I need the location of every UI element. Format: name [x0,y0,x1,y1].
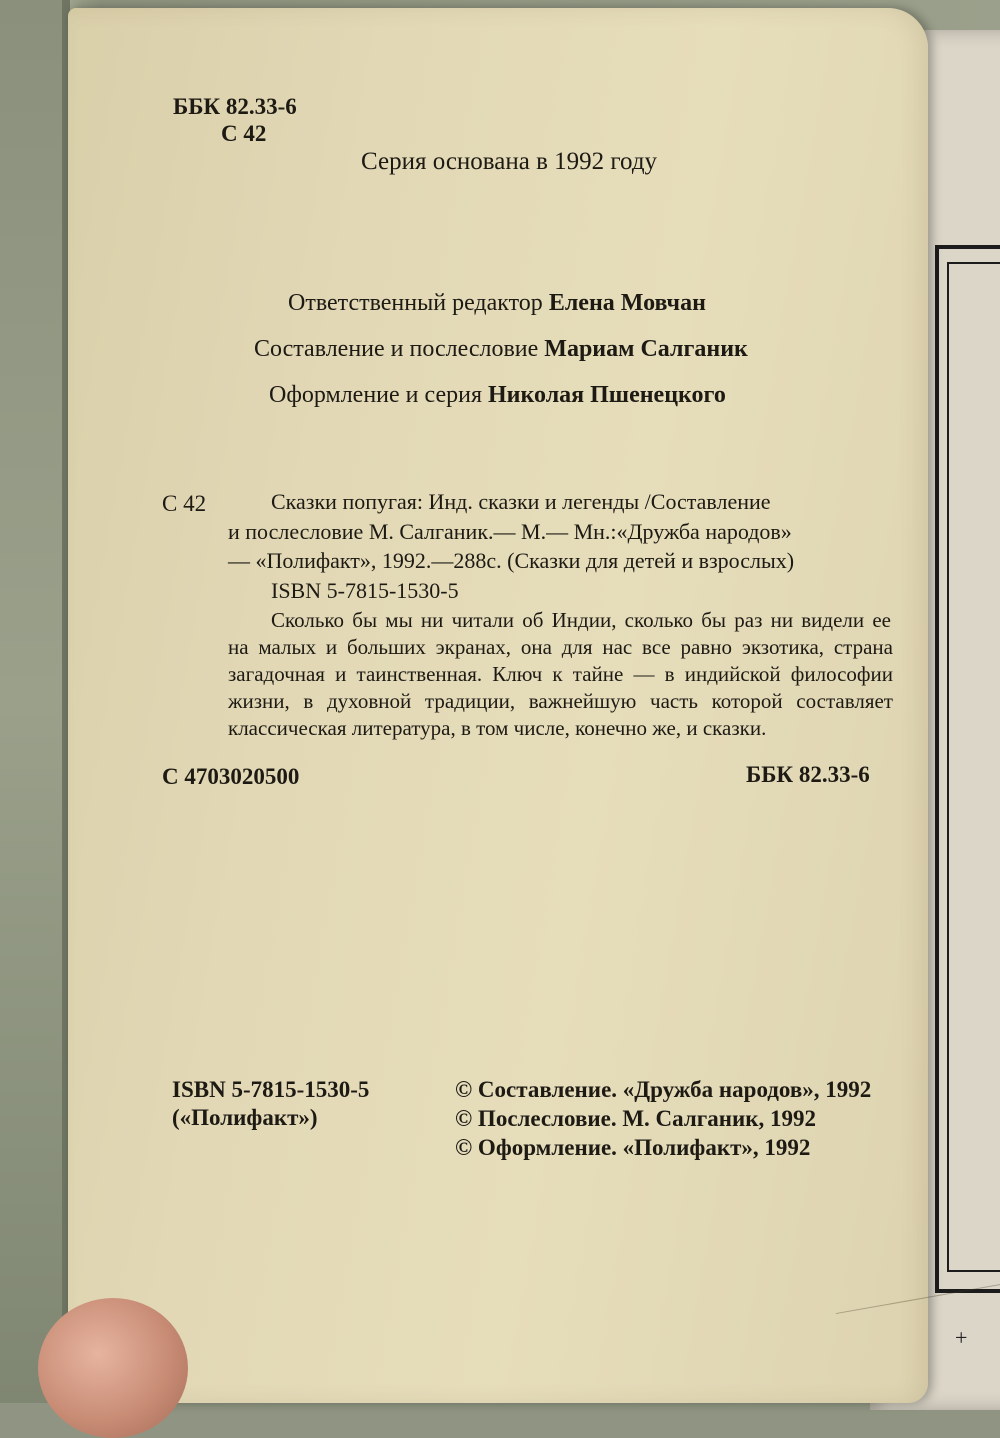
credit-name: Елена Мовчан [548,290,706,316]
annotation-line: жизни, в духовной традиции, важнейшую часть которой составляет [228,689,893,713]
footer-publisher: («Полифакт») [172,1105,318,1130]
copyright-line: © Послесловие. М. Салганик, 1992 [455,1106,816,1131]
credit-design [269,381,726,409]
annotation-line: классическая литература, в том числе, конечно же, и сказки. [228,716,767,740]
copyright-line: © Оформление. «Полифакт», 1992 [455,1135,811,1160]
footer-isbn: ISBN 5-7815-1530-5 [172,1077,370,1102]
annotation-line: Сколько бы мы ни читали об Индии, сколько бы раз ни видели ее [271,608,891,632]
index-code: С 4703020500 [162,764,300,789]
book-page [68,8,928,1403]
credit-compiler [254,335,748,363]
catalog-line: — «Полифакт», 1992.—288с. (Сказки для детей и взрослых) [228,548,795,573]
credit-editor [288,289,706,317]
catalog-code: С 42 [162,491,207,516]
facing-page-inner-frame [947,262,1000,1272]
credit-name: Николая Пшенецкого [488,382,726,408]
thumb [38,1298,188,1438]
catalog-line: Сказки попугая: Инд. сказки и легенды /Составление [271,489,771,514]
credit-role: Оформление и серия [269,382,482,408]
catalog-line: и послесловие М. Салганик.— М.— Мн.:«Дружба народов» [228,519,792,544]
annotation-line: загадочная и таинственная. Ключ к тайне — в индийской философии [228,662,893,686]
copyright-line: © Составление. «Дружба народов», 1992 [455,1077,872,1102]
annotation-line: на малых и больших экранах, она для нас все равно экзотика, страна [228,635,893,659]
catalog-isbn: ISBN 5-7815-1530-5 [271,578,459,603]
book-cover-edge [0,0,70,1403]
credit-name: Мариам Салганик [544,336,748,362]
credit-role: Ответственный редактор [288,290,543,316]
plus-mark-icon: + [955,1325,968,1350]
bbk-code-bottom: ББК 82.33-6 [746,762,870,787]
bbk-code: ББК 82.33-6 [173,94,297,119]
series-note: Серия основана в 1992 году [361,148,658,175]
credit-role: Составление и послесловие [254,336,539,362]
cutter-code: С 42 [221,121,267,146]
